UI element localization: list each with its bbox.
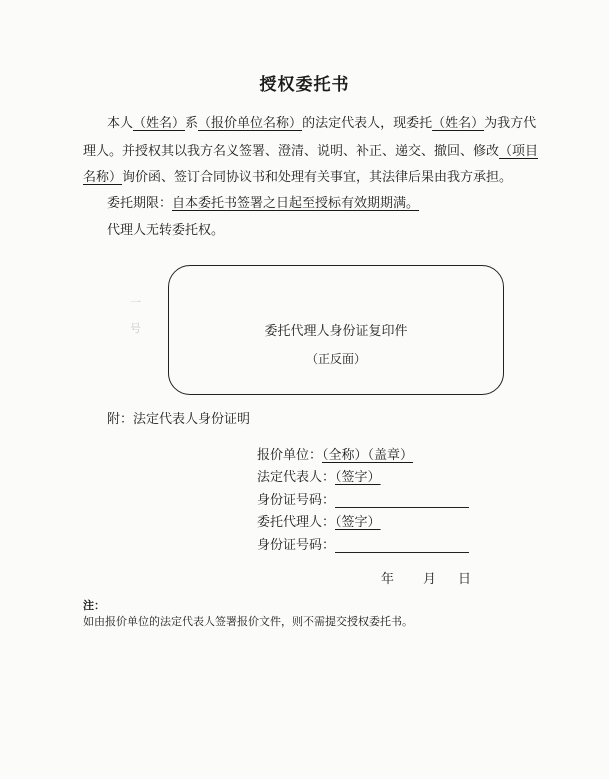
date-day: 日 xyxy=(458,572,472,587)
unit-label: 报价单位： xyxy=(257,448,323,463)
attachment-note: 附：法定代表人身份证明 xyxy=(107,412,251,427)
id-number-field xyxy=(257,489,469,508)
rep-value: （签字） xyxy=(335,470,381,485)
unit-value: （全称）（盖章） xyxy=(322,448,414,463)
box-sublabel: （正反面） xyxy=(305,352,366,366)
term-value: 自本委托书签署之日起至授标有效期期满。 xyxy=(172,196,420,211)
side-mark: 一 xyxy=(130,296,141,309)
note-text: 如由报价单位的法定代表人签署报价文件，则不需提交授权委托书。 xyxy=(83,615,413,628)
box-label: 委托代理人身份证复印件 xyxy=(264,324,408,339)
text: 询价函、签订合同协议书和处理有关事宜，其法律后果由我方承担。 xyxy=(122,170,513,185)
text: 为我方代 xyxy=(484,116,537,131)
date-year: 年 xyxy=(381,572,395,587)
term-line xyxy=(107,193,419,215)
id-number-line xyxy=(335,493,469,508)
rep-label: 法定代表人： xyxy=(257,470,336,485)
text: 系 xyxy=(185,116,199,131)
unit-field xyxy=(257,444,413,463)
no-subdelegation: 代理人无转委托权。 xyxy=(107,223,225,238)
para1-line2 xyxy=(83,141,538,163)
text: 理人。并授权其以我方名义签署、澄清、说明、补正、递交、撤回、修改 xyxy=(83,144,500,159)
term-label: 委托期限： xyxy=(107,196,173,211)
legal-rep-field xyxy=(257,466,381,485)
text: 的法定代表人，现委托 xyxy=(302,116,433,131)
agent-label: 委托代理人： xyxy=(257,515,336,530)
note-label: 注： xyxy=(83,599,105,612)
name-placeholder-2: （姓名） xyxy=(432,116,485,131)
document-title: 授权委托书 xyxy=(259,75,350,95)
agent-value: （签字） xyxy=(335,515,381,530)
text: 本人 xyxy=(107,116,134,131)
agent-field xyxy=(257,511,381,530)
project-placeholder-end: 名称） xyxy=(83,170,123,185)
agent-id-number-line xyxy=(335,538,469,553)
para1-line1 xyxy=(107,113,536,135)
name-placeholder: （姓名） xyxy=(133,116,186,131)
unit-placeholder: （报价单位名称） xyxy=(198,116,303,131)
id2-label: 身份证号码： xyxy=(257,538,336,553)
agent-id-number-field xyxy=(257,534,469,553)
side-mark: 号 xyxy=(130,322,141,335)
date-month: 月 xyxy=(423,572,437,587)
project-placeholder: （项目 xyxy=(499,144,539,159)
id-copy-box xyxy=(168,265,504,395)
id-label: 身份证号码： xyxy=(257,493,336,508)
para1-line3 xyxy=(83,167,512,189)
